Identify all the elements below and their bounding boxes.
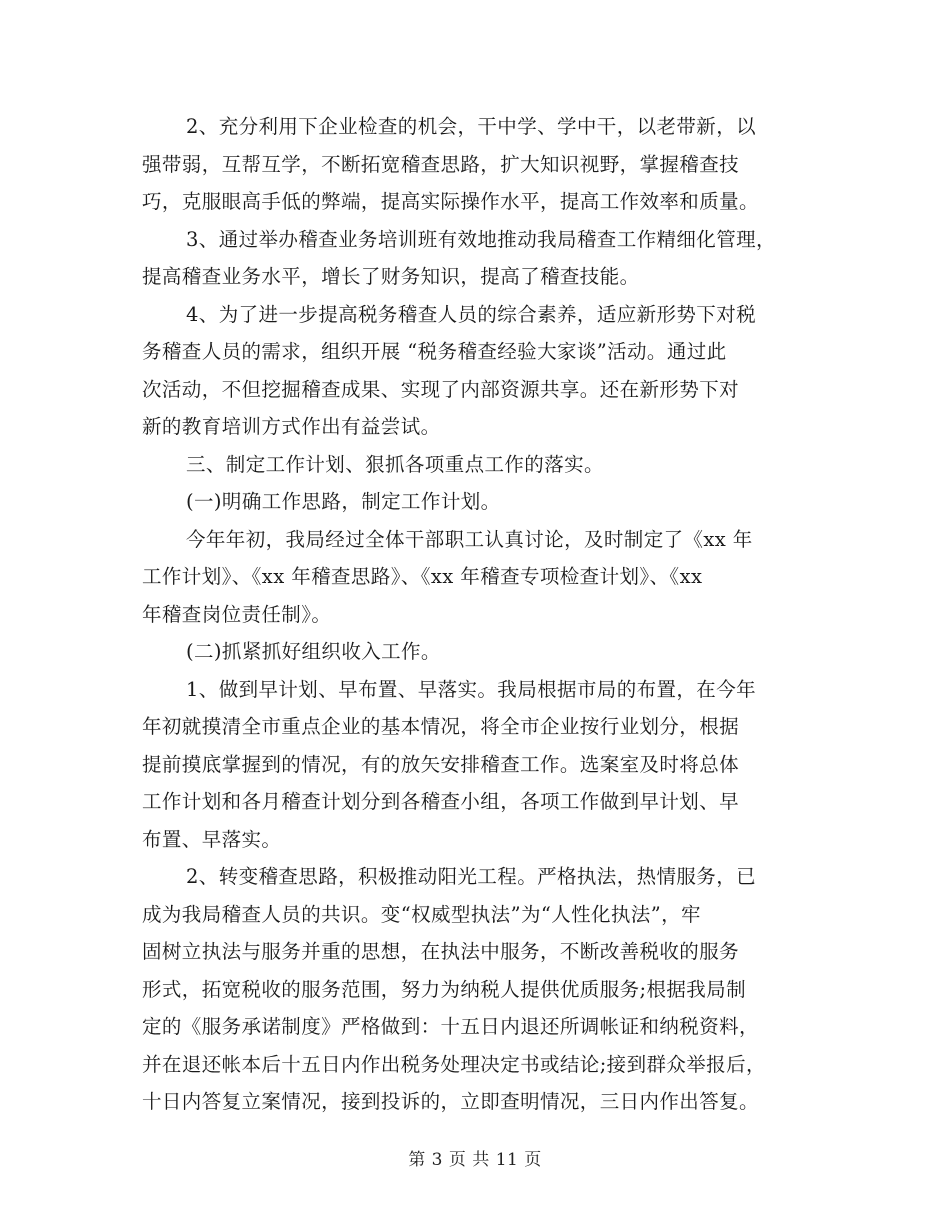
text-line: 新的教育培训方式作出有益尝试。 xyxy=(142,415,441,438)
document-body xyxy=(142,108,812,1121)
text-line: 年初就摸清全市重点企业的基本情况，将全市企业按行业划分，根据 xyxy=(142,715,740,738)
text-line: 1、做到早计划、早布置、早落实。我局根据市局的布置，在今年 xyxy=(186,677,757,701)
text-line: 强带弱，互帮互学，不断拓宽稽查思路，扩大知识视野，掌握稽查技 xyxy=(142,152,740,176)
text-line: 十日内答复立案情况，接到投诉的，立即查明情况，三日内作出答复。 xyxy=(142,1090,759,1113)
text-line: (二)抓紧抓好组织收入工作。 xyxy=(186,640,441,663)
text-line: 定的《服务承诺制度》严格做到：十五日内退还所调帐证和纳税资料， xyxy=(142,1015,759,1038)
text-line: 4、为了进一步提高税务稽查人员的综合素养，适应新形势下对税 xyxy=(186,302,757,326)
page-number-footer: 第 3 页 共 11 页 xyxy=(408,1150,542,1170)
text-line: 提高稽查业务水平，增长了财务知识，提高了稽查技能。 xyxy=(142,265,640,288)
text-line: 并在退还帐本后十五日内作出税务处理决定书或结论;接到群众举报后， xyxy=(142,1052,766,1076)
text-line: 次活动，不但挖掘稽查成果、实现了内部资源共享。还在新形势下对 xyxy=(142,377,740,401)
text-line: 三、制定工作计划、狠抓各项重点工作的落实。 xyxy=(186,452,604,476)
text-line: 年稽查岗位责任制》。 xyxy=(142,602,332,626)
text-line: 2、转变稽查思路，积极推动阳光工程。严格执法，热情服务，已 xyxy=(186,865,757,888)
text-line: 固树立执法与服务并重的思想，在执法中服务，不断改善税收的服务 xyxy=(142,940,740,963)
text-line: 工作计划》、《xx 年稽查思路》、《xx 年稽查专项检查计划》、《xx xyxy=(142,565,703,588)
text-line: 布置、早落实。 xyxy=(142,827,282,851)
text-line: 今年年初，我局经过全体干部职工认真讨论，及时制定了《xx 年 xyxy=(186,527,753,551)
text-line: 形式，拓宽税收的服务范围，努力为纳税人提供优质服务;根据我局制 xyxy=(142,977,746,1001)
text-line: 提前摸底掌握到的情况，有的放矢安排稽查工作。选案室及时将总体 xyxy=(142,752,740,776)
text-line: 成为我局稽查人员的共识。变“权威型执法”为“人性化执法”，牢 xyxy=(142,902,701,926)
text-line: 工作计划和各月稽查计划分到各稽查小组，各项工作做到早计划、早 xyxy=(142,790,740,813)
text-line: (一)明确工作思路，制定工作计划。 xyxy=(186,490,501,513)
text-line: 巧，克服眼高手低的弊端，提高实际操作水平，提高工作效率和质量。 xyxy=(142,190,759,213)
text-line: 2、充分利用下企业检查的机会，干中学、学中干，以老带新，以 xyxy=(186,115,757,138)
text-line: 务稽查人员的需求，组织开展 “税务稽查经验大家谈”活动。通过此 xyxy=(142,340,727,363)
text-line: 3、通过举办稽查业务培训班有效地推动我局稽查工作精细化管理， xyxy=(186,227,776,251)
